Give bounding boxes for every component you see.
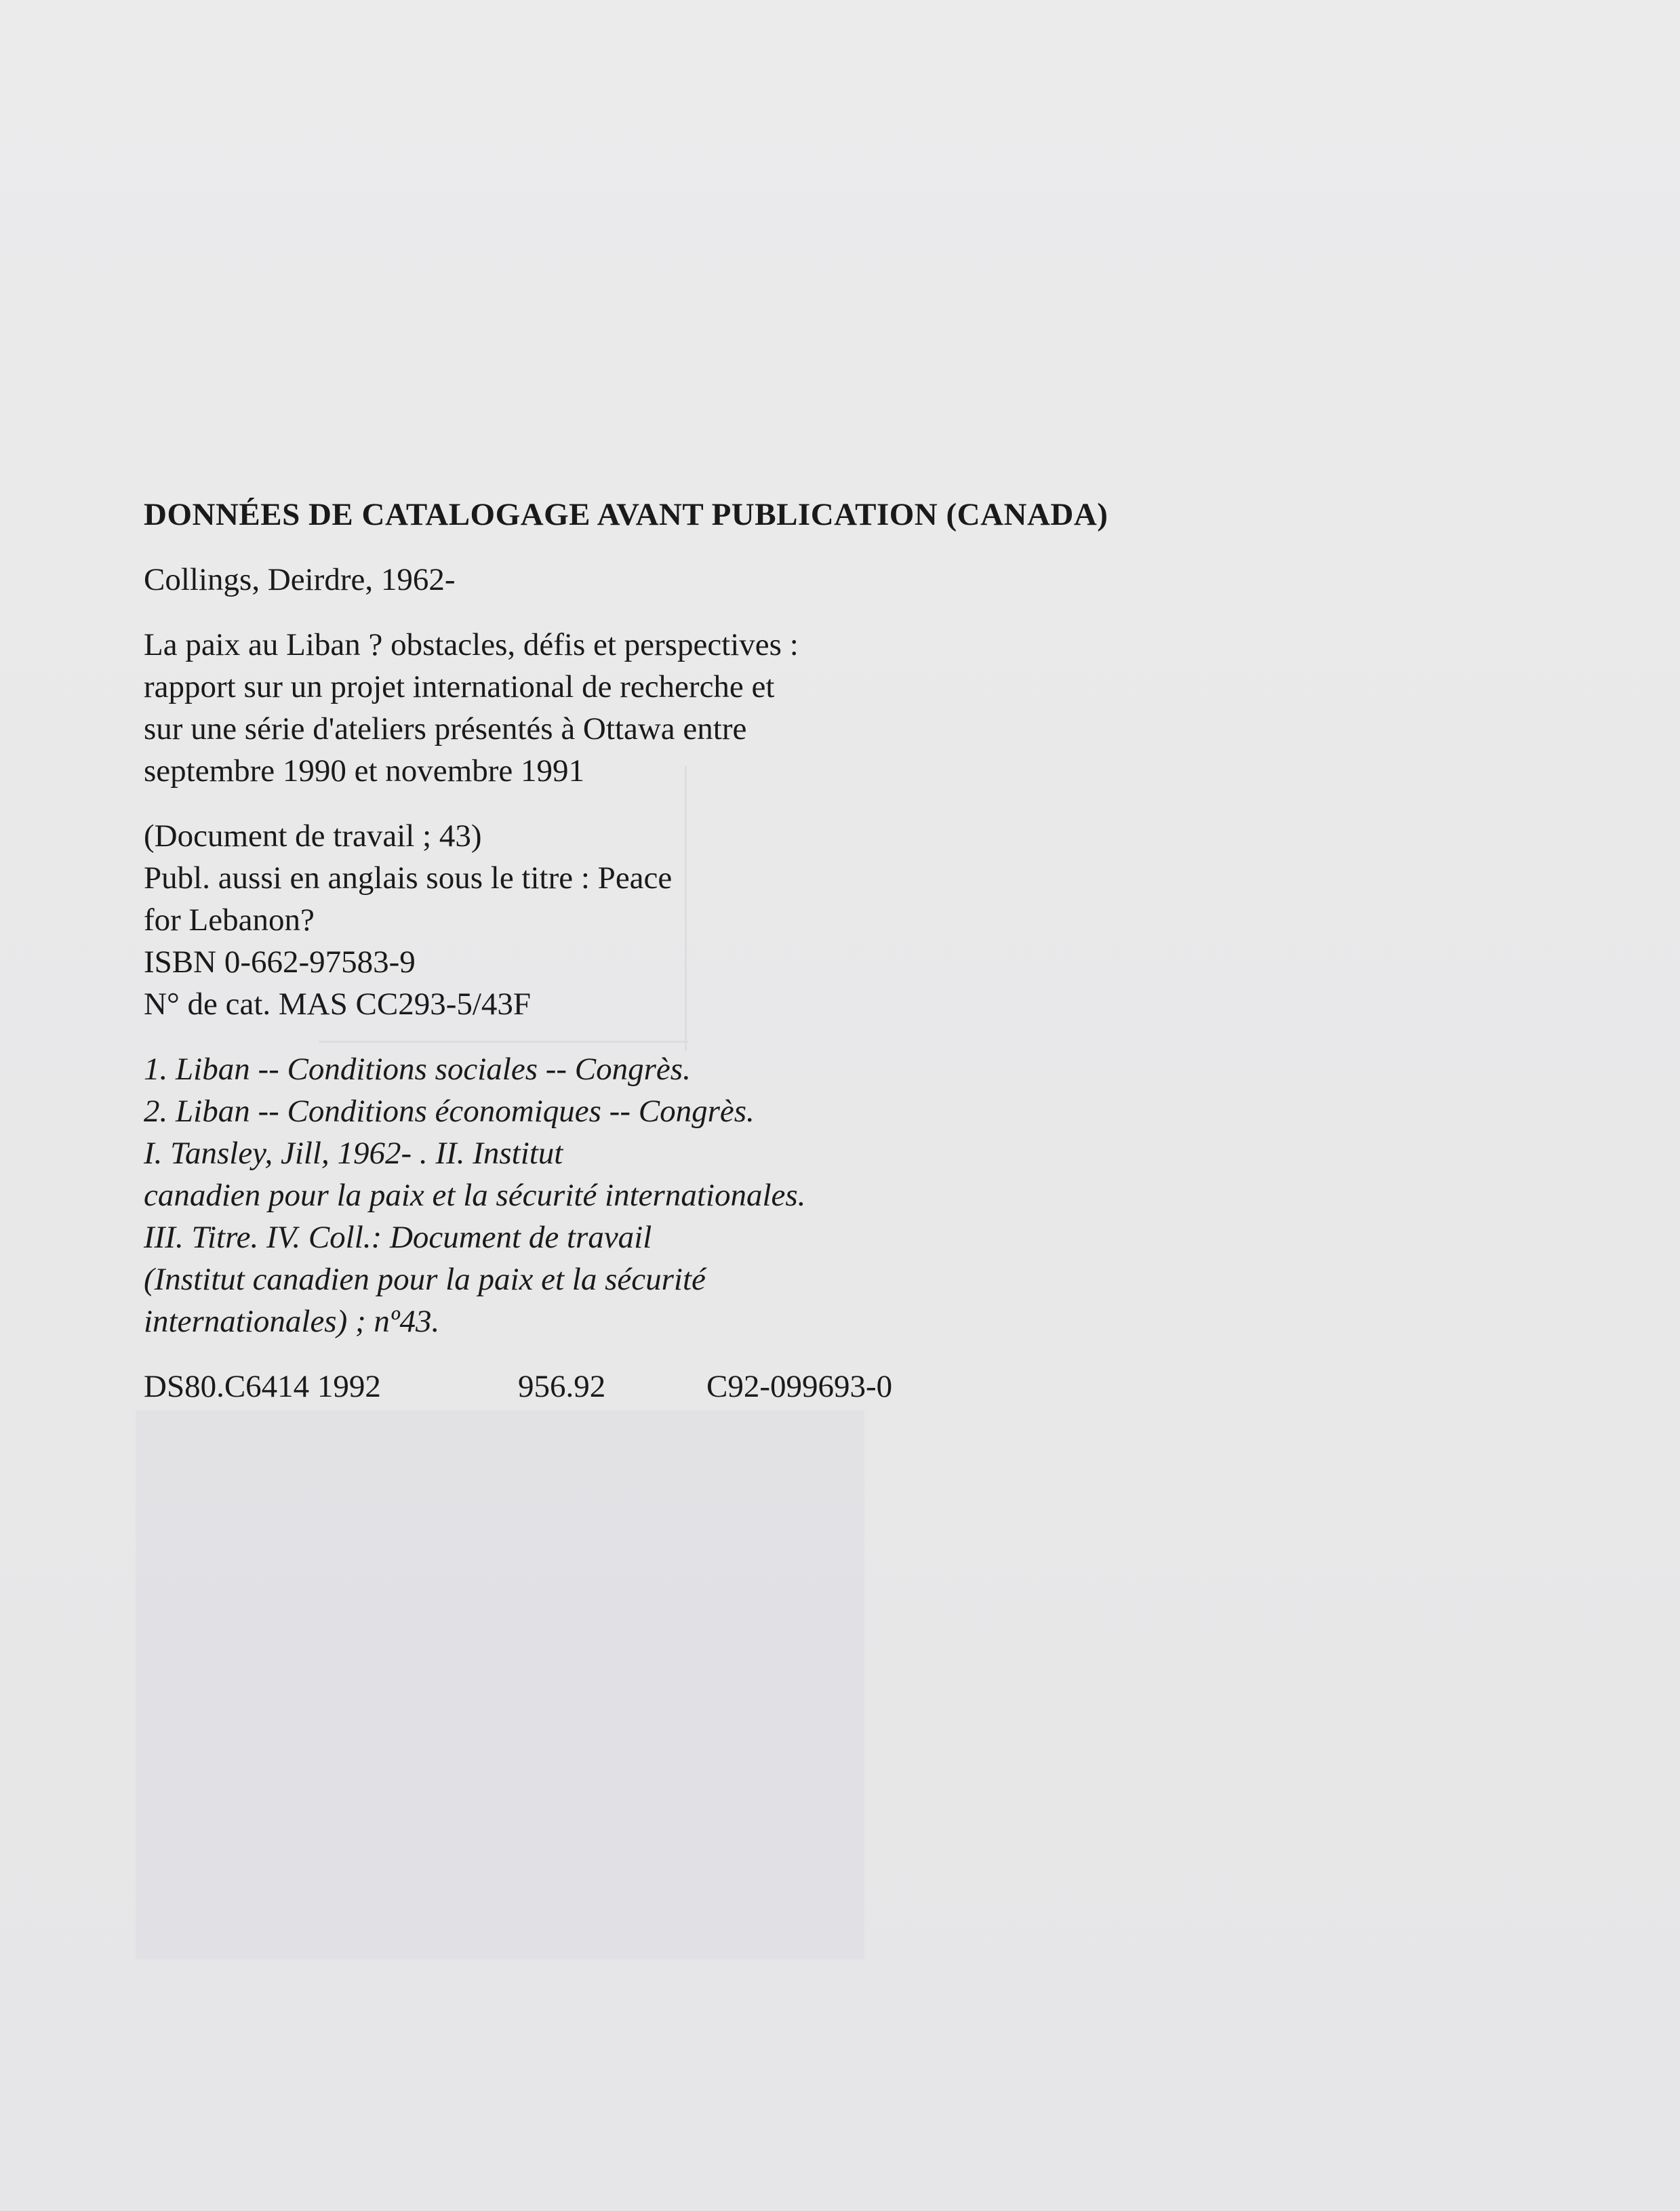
title-line: septembre 1990 et novembre 1991: [144, 753, 584, 789]
title-line: sur une série d'ateliers présentés à Ottawa entre: [144, 711, 747, 746]
author-line: Collings, Deirdre, 1962-: [144, 562, 456, 597]
subject-line: (Institut canadien pour la paix et la sécurité: [144, 1262, 706, 1297]
subject-line: 1. Liban -- Conditions sociales -- Congrès.: [144, 1052, 691, 1087]
cip-record: [144, 494, 1296, 1408]
lc-call-number: DS80.C6414 1992: [144, 1369, 381, 1404]
classification-row: [144, 1366, 1296, 1408]
title-line: rapport sur un projet international de recherche et: [144, 669, 775, 704]
subject-line: internationales) ; nº43.: [144, 1304, 440, 1339]
note-line: (Document de travail ; 43): [144, 818, 482, 854]
notes-block: [144, 815, 1296, 1025]
note-line: Publ. aussi en anglais sous le titre : Peace: [144, 860, 673, 896]
dewey-number: 956.92: [518, 1369, 606, 1404]
control-number: C92-099693-0: [706, 1369, 893, 1404]
subjects-block: [144, 1048, 1296, 1342]
subject-line: 2. Liban -- Conditions économiques -- Congrès.: [144, 1094, 755, 1129]
subject-line: canadien pour la paix et la sécurité internationales.: [144, 1178, 806, 1213]
catalogue-number-line: N° de cat. MAS CC293-5/43F: [144, 987, 532, 1022]
isbn-line: ISBN 0-662-97583-9: [144, 944, 416, 980]
note-line: for Lebanon?: [144, 902, 315, 938]
subject-line: I. Tansley, Jill, 1962- . II. Institut: [144, 1136, 563, 1171]
author-block: [144, 559, 1296, 601]
title-block: [144, 624, 1296, 792]
cip-heading: DONNÉES DE CATALOGAGE AVANT PUBLICATION (CANADA): [144, 497, 1108, 532]
show-through-shadow: [136, 1410, 864, 1959]
subject-line: III. Titre. IV. Coll.: Document de travail: [144, 1220, 652, 1255]
title-line: La paix au Liban ? obstacles, défis et perspectives :: [144, 627, 799, 662]
